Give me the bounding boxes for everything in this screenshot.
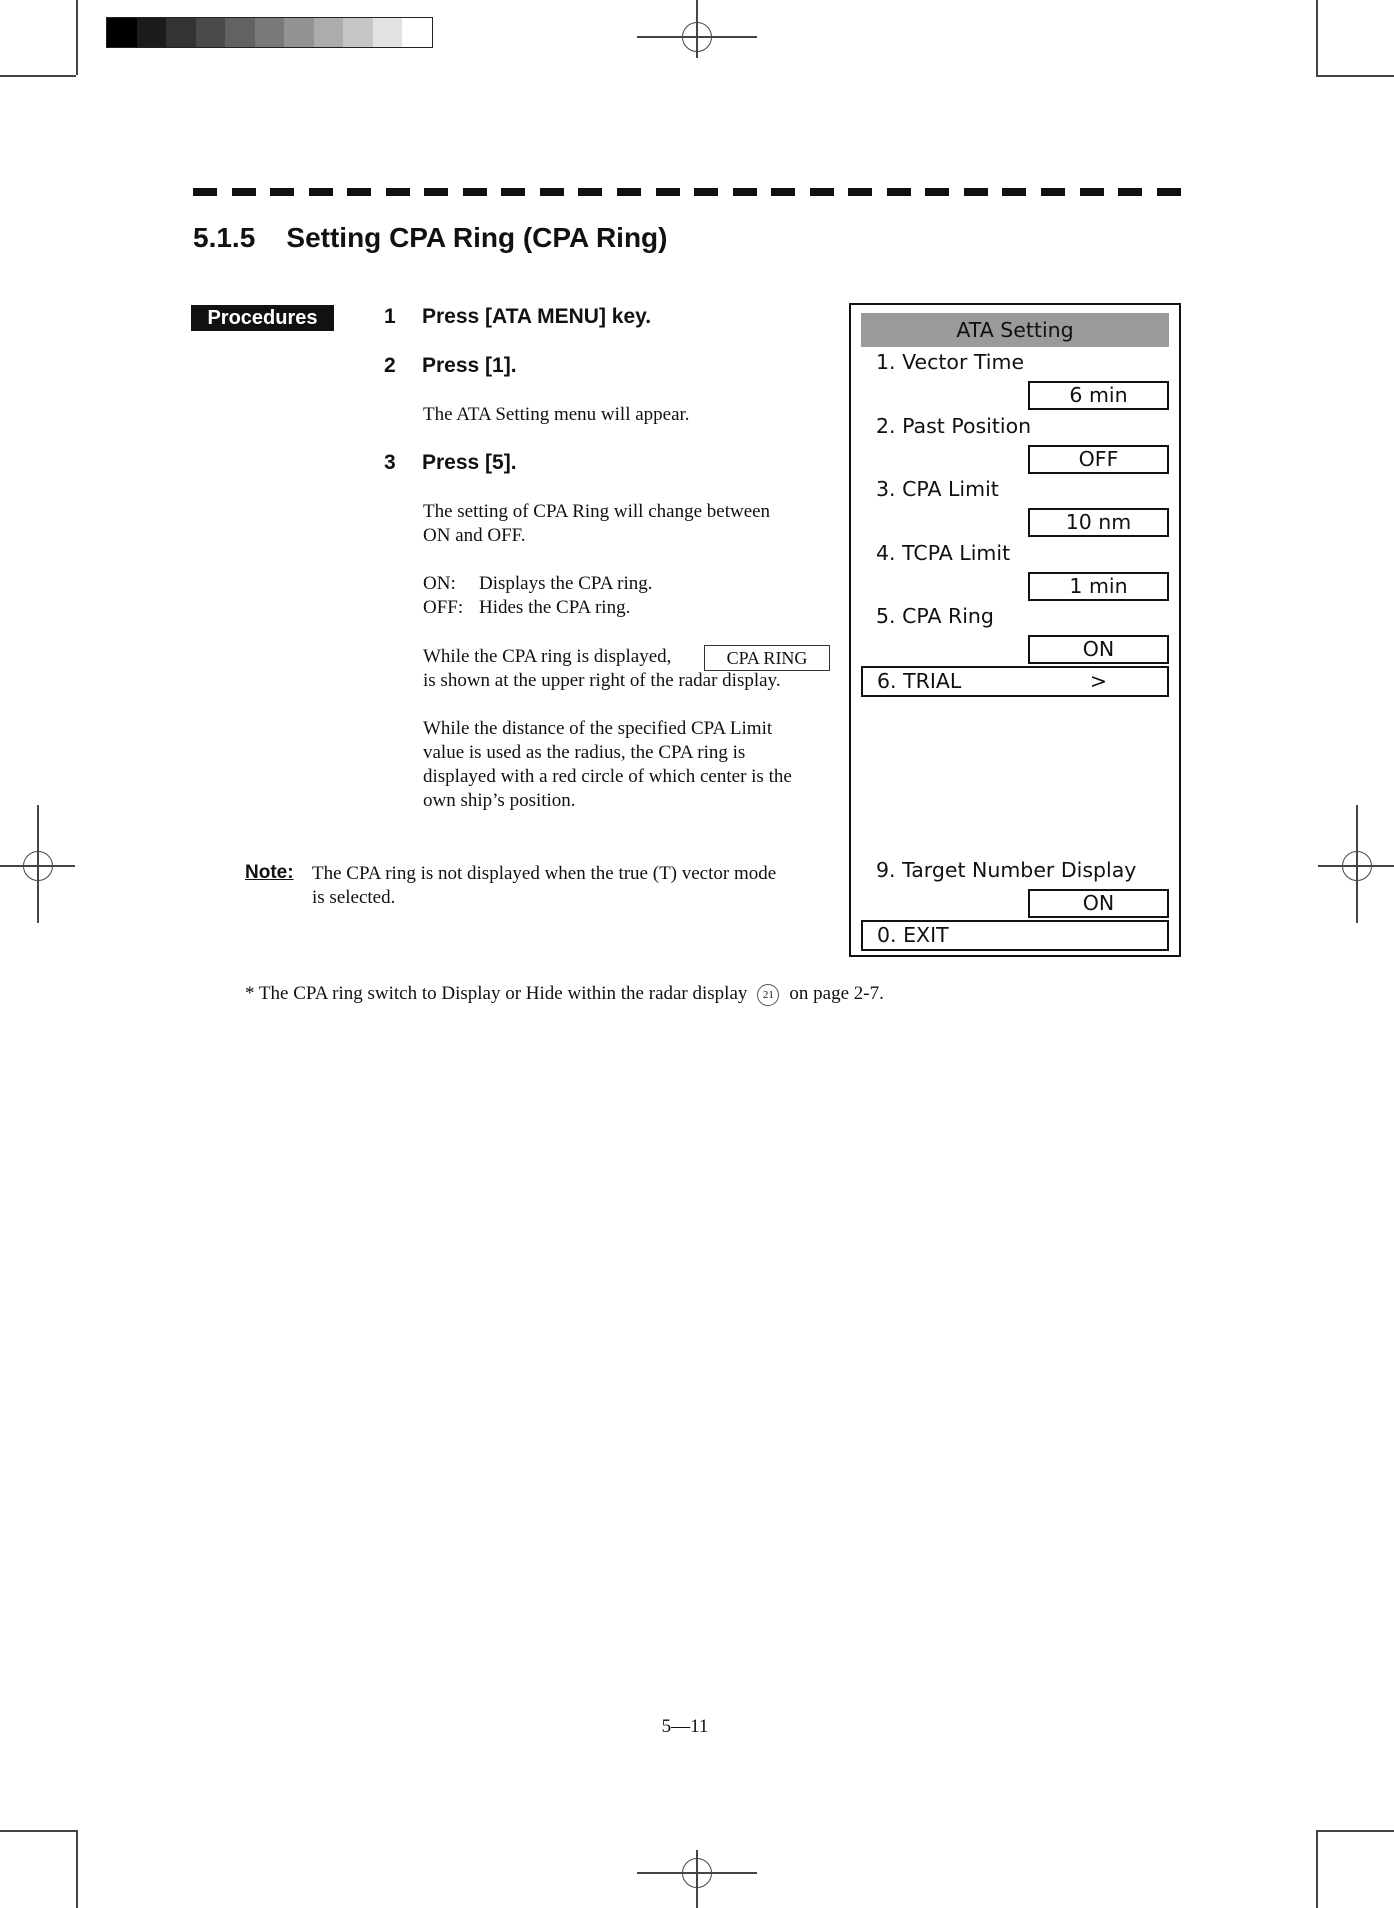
menu-title: ATA Setting xyxy=(861,313,1169,347)
step-2: 2 Press [1]. xyxy=(384,354,517,377)
chevron-right-icon: > xyxy=(1089,669,1107,693)
menu-item-cpa-limit[interactable]: 3. CPA Limit xyxy=(876,477,999,501)
circled-number-icon: 21 xyxy=(757,984,779,1006)
shown-at-text: is shown at the upper right of the radar display. xyxy=(423,670,781,691)
past-position-value: OFF xyxy=(1028,445,1169,474)
heading-dash-rule xyxy=(193,188,1181,196)
target-number-display-value: ON xyxy=(1028,889,1169,918)
trial-label: 6. TRIAL xyxy=(877,669,962,693)
section-title: Setting CPA Ring (CPA Ring) xyxy=(286,222,668,253)
footnote: * The CPA ring switch to Display or Hide within the radar display 21 on page 2-7. xyxy=(245,983,884,1004)
menu-item-target-number-display[interactable]: 9. Target Number Display xyxy=(876,858,1137,882)
menu-item-cpa-ring[interactable]: 5. CPA Ring xyxy=(876,604,994,628)
tcpa-limit-value: 1 min xyxy=(1028,572,1169,601)
grayscale-calibration-strip xyxy=(106,17,433,48)
distance-text: While the distance of the specified CPA Limit value is used as the radius, the CPA ring is displayed with a red circle of which center is the own ship’s position. xyxy=(423,718,792,811)
section-number: 5.1.5 xyxy=(193,222,256,253)
menu-item-trial[interactable] xyxy=(861,666,1169,697)
note-text: The CPA ring is not displayed when the true (T) vector mode is selected. xyxy=(312,863,777,908)
cpa-ring-indicator: CPA RING xyxy=(704,645,830,671)
page-number: 5—11 xyxy=(661,1716,709,1737)
note-label: Note: xyxy=(245,862,294,883)
while-displayed-text: While the CPA ring is displayed, xyxy=(423,646,672,667)
vector-time-value: 6 min xyxy=(1028,381,1169,410)
cpa-limit-value: 10 nm xyxy=(1028,508,1169,537)
menu-item-vector-time[interactable]: 1. Vector Time xyxy=(876,350,1025,374)
section-heading xyxy=(193,222,667,254)
menu-item-exit[interactable] xyxy=(861,920,1169,951)
procedures-label: Procedures xyxy=(191,305,334,331)
menu-appear-text: The ATA Setting menu will appear. xyxy=(423,404,690,425)
on-off-definitions: ON: Displays the CPA ring. OFF: Hides the CPA ring. xyxy=(423,573,653,618)
exit-label: 0. EXIT xyxy=(877,923,949,947)
ata-setting-menu xyxy=(849,303,1181,957)
step-1: 1 Press [ATA MENU] key. xyxy=(384,305,652,328)
step-3: 3 Press [5]. xyxy=(384,451,517,474)
change-text: The setting of CPA Ring will change between ON and OFF. xyxy=(423,501,771,546)
cpa-ring-value: ON xyxy=(1028,635,1169,664)
menu-item-past-position[interactable]: 2. Past Position xyxy=(876,414,1032,438)
menu-item-tcpa-limit[interactable]: 4. TCPA Limit xyxy=(876,541,1011,565)
